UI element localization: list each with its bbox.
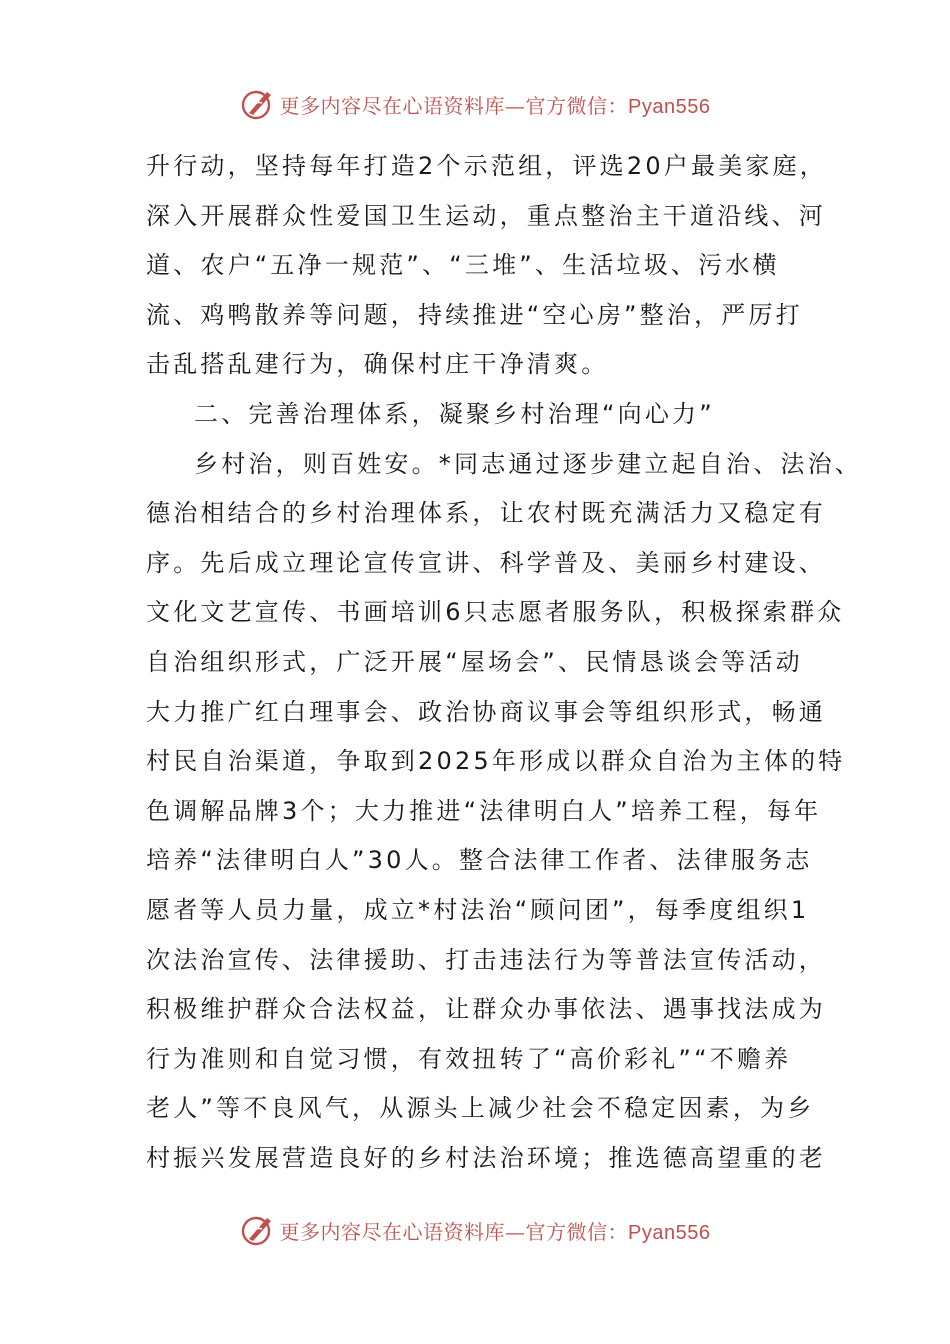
paragraph-line: 愿者等人员力量，成立*村法治“顾问团”，每季度组织1 (146, 895, 810, 924)
quill-logo-icon (240, 1212, 276, 1248)
watermark-wechat-id: Pyan556 (628, 1221, 711, 1244)
quill-logo-icon (240, 86, 276, 122)
section-heading: 二、完善治理体系，凝聚乡村治理“向心力” (194, 399, 715, 428)
paragraph-line: 升行动，坚持每年打造2个示范组，评选20户最美家庭， (146, 152, 828, 180)
paragraph-line: 老人”等不良风气，从源头上减少社会不稳定因素，为乡 (146, 1094, 815, 1123)
header-watermark (0, 82, 950, 126)
watermark-label: 更多内容尽在心语资料库—官方微信： (279, 1219, 629, 1244)
document-body (146, 142, 862, 1183)
paragraph-line: 乡村治，则百姓安。*同志通过逐步建立起自治、法治、 (194, 449, 862, 478)
watermark-text (280, 1216, 711, 1245)
paragraph-line: 色调解品牌3个；大力推进“法律明白人”培养工程，每年 (146, 796, 822, 825)
paragraph-line: 培养“法律明白人”30人。整合法律工作者、法律服务志 (146, 846, 813, 875)
paragraph-line: 村民自治渠道，争取到2025年形成以群众自治为主体的特 (146, 747, 846, 776)
paragraph-line: 村振兴发展营造良好的乡村法治环境；推选德高望重的老 (146, 1143, 826, 1172)
footer-watermark (0, 1208, 950, 1252)
paragraph-line: 道、农户“五净一规范”、“三堆”、生活垃圾、污水横 (146, 251, 780, 280)
paragraph-line: 德治相结合的乡村治理体系，让农村既充满活力又稳定有 (146, 499, 826, 528)
paragraph-line: 击乱搭乱建行为，确保村庄干净清爽。 (146, 350, 609, 379)
paragraph-line: 流、鸡鸭散养等问题，持续推进“空心房”整治，严厉打 (146, 300, 803, 329)
watermark-text (280, 90, 711, 119)
paragraph-line: 大力推广红白理事会、政治协商议事会等组织形式，畅通 (146, 697, 826, 726)
paragraph-line: 序。先后成立理论宣传宣讲、科学普及、美丽乡村建设、 (146, 548, 826, 577)
paragraph-line: 自治组织形式，广泛开展“屋场会”、民情恳谈会等活动 (146, 647, 803, 676)
paragraph-line: 行为准则和自觉习惯，有效扭转了“高价彩礼”“不赡养 (146, 1044, 792, 1073)
paragraph-line: 深入开展群众性爱国卫生运动，重点整治主干道沿线、河 (146, 201, 826, 230)
paragraph-line: 文化文艺宣传、书画培训6只志愿者服务队，积极探索群众 (146, 598, 845, 627)
watermark-wechat-id: Pyan556 (628, 95, 711, 118)
paragraph-line: 次法治宣传、法律援助、打击违法行为等普法宣传活动， (146, 945, 826, 974)
watermark-label: 更多内容尽在心语资料库—官方微信： (279, 93, 629, 118)
paragraph-line: 积极维护群众合法权益，让群众办事依法、遇事找法成为 (146, 995, 826, 1024)
